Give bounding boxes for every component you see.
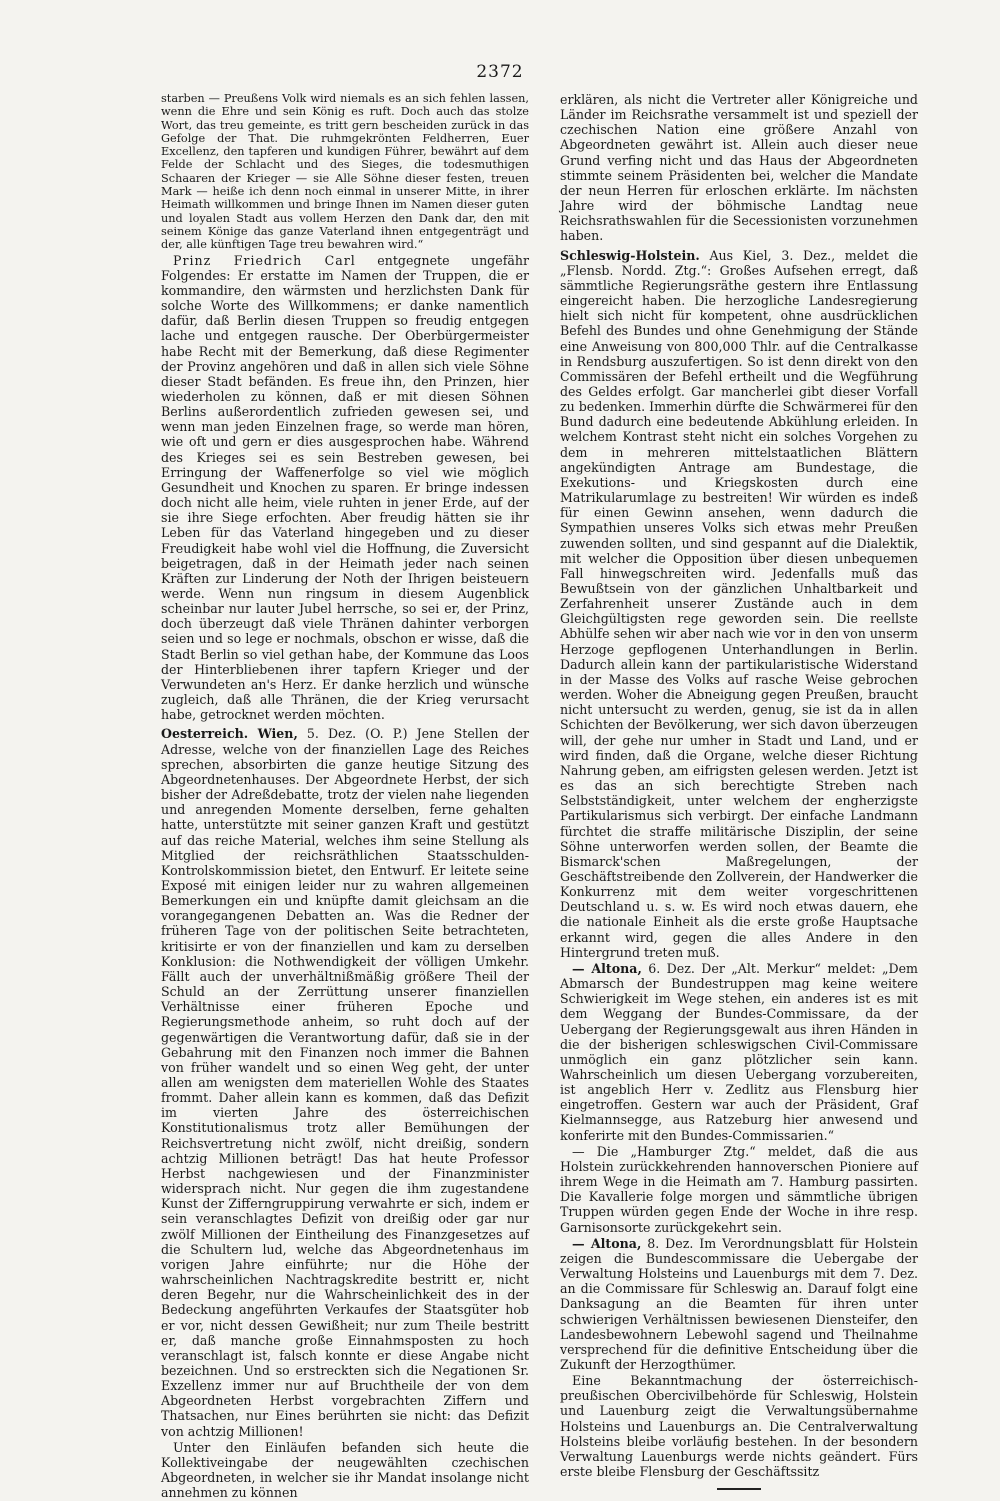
paragraph-lead: — Altona, bbox=[572, 1235, 642, 1251]
paragraph-text: 8. Dez. Im Verordnungsblatt für Holstein zeigen die Bundescommissare die Uebergabe der Verwaltung Holsteins und Lauenburgs mit dem 7. Dez. an die Commissare für Schleswig an. Darauf folgt eine Danksagung an die Beamten für ihren unter schwierigen Verhältnissen bewiesenen Diensteifer, den Landesbewohnern Lebewohl sagend und Theilnahme versprechend für die definitive Entscheidung über die Zukunft der Herzogthümer. bbox=[560, 1235, 919, 1372]
paragraph-einlaeufe bbox=[161, 1440, 529, 1501]
paragraph-text: starben — Preußens Volk wird niemals es an sich fehlen lassen, wenn die Ehre und sein König es ruft. Doch auch das stolze Wort, das treu gemeinte, es tritt gern bescheiden zurück in das Gefolge der That. Die ruhmgekrönten Feldherren, Euer Excellenz, den tapferen und kundigen Führer, bewährt auf dem Felde der Schlacht und des Sieges, die todesmuthigen Schaaren der Krieger — sie Alle Söhne dieser festen, treuen Mark — heiße ich denn noch einmal in unserer Mitte, in ihrer Heimath willkommen und bringe Ihnen im Namen dieser guten und loyalen Stadt aus vollem Herzen den Dank dar, den mit seinem Könige das ganze Vaterland ihnen entgegenträgt und der, alle künftigen Tage treu bewahren wird.“ bbox=[161, 92, 529, 252]
paragraph-bekanntmachung bbox=[560, 1373, 918, 1479]
paragraph-schleswig-holstein bbox=[560, 248, 918, 960]
paragraph-lead: Prinz Friedrich Carl bbox=[173, 252, 356, 268]
paragraph-continuation bbox=[560, 92, 918, 244]
paragraph-altona-6 bbox=[560, 961, 918, 1143]
right-column bbox=[560, 92, 918, 1490]
paragraph-lead: Schleswig-Holstein. bbox=[560, 247, 700, 263]
paragraph-text: Unter den Einläufen befanden sich heute die Kollektiveingabe der neugewählten czechischen Abgeordneten, in welcher sie ihr Mandat insolange nicht annehmen zu können bbox=[161, 1439, 529, 1501]
paragraph-text: entgegnete ungefähr Folgendes: Er erstatte im Namen der Truppen, die er kommandire, den wärmsten und herzlichsten Dank für solche Worte des Willkommens; er danke namentlich dafür, daß Berlin diesen Truppen so freudig entgegen lache und entgegen rausche. Der Oberbürgermeister habe Recht mit der Bemerkung, daß diese Regimenter der Provinz angehören und daß in allen sich viele Söhne dieser Stadt befänden. Es freue ihn, den Prinzen, hier wiederholen zu können, daß er mit diesen Söhnen Berlins außerordentlich zufrieden gewesen sei, und wenn man jeden Einzelnen frage, so werde man hören, wie oft und gern er dies ausgesprochen habe. Während des Krieges sei es sein Bestreben gewesen, bei Erringung der Waffenerfolge so viel wie möglich Gesundheit und Knochen zu sparen. Er bringe indessen doch nicht alle heim, viele ruhten in jener Erde, auf der sie ihre Siege erfochten. Aber freudig hätten sie ihr Leben für das Vaterland hingegeben und zu dieser Freudigkeit habe wohl viel die Hoffnung, die Zuversicht beigetragen, daß in der Heimath jeder nach seinen Kräften zur Linderung der Noth der Ihrigen beisteuern werde. Wenn nun ringsum in diesem Augenblick scheinbar nur lauter Jubel herrsche, so sei er, der Prinz, doch überzeugt daß viele Thränen dahinter verborgen seien und so lege er nochmals, obschon er wisse, daß die Stadt Berlin so viel gethan habe, der Kommune das Loos der Hinterbliebenen ihrer tapfern Krieger und der Verwundeten an's Herz. Er danke herzlich und wünsche zugleich, daß alle Thränen, die der Krieg verursacht habe, getrocknet werden möchten. bbox=[161, 252, 529, 723]
paragraph-oesterreich bbox=[161, 726, 529, 1438]
paragraph-lead: — Altona, bbox=[572, 960, 642, 976]
left-column bbox=[161, 92, 529, 1501]
paragraph-altona-8 bbox=[560, 1236, 918, 1372]
section-divider bbox=[717, 1488, 761, 1490]
paragraph-text: 6. Dez. Der „Alt. Merkur“ meldet: „Dem Abmarsch der Bundestruppen mag keine weitere Schwierigkeit im Wege stehen, ein anderes ist es mit dem Weggang der Bundes-Commissare, da der Uebergang der Regierungsgewalt aus ihren Händen in die der bisherigen schleswigschen Civil-Commissare unmöglich ein ganz plötzlicher sein kann. Wahrscheinlich um diesen Uebergang vorzubereiten, ist angeblich Herr v. Zedlitz aus Flensburg hier eingetroffen. Gestern war auch der Präsident, Graf Kielmannsegge, aus Ratzeburg hier anwesend und konferirte mit den Bundes-Commissarien.“ bbox=[560, 960, 918, 1143]
paragraph-text: Aus Kiel, 3. Dez., meldet die „Flensb. Nordd. Ztg.“: Großes Aufsehen erregt, daß sämmtliche Regierungsräthe gestern ihre Entlassung eingereicht haben. Die herzogliche Landesregierung hielt sich nicht für kompetent, ohne ausdrücklichen Befehl des Bundes und ohne Genehmigung der Stände eine Anweisung von 800,000 Thlr. auf die Centralkasse in Rendsburg auszufertigen. So ist denn direkt von den Commissären der Befehl ertheilt und die Wegführung des Geldes erfolgt. Gar mancherlei gibt dieser Vorfall zu bedenken. Immerhin dürfte die Schwärmerei für den Bund dadurch eine bedeutende Abkühlung erleiden. In welchem Kontrast steht nicht ein solches Vorgehen zu dem in mehreren mittelstaatlichen Blättern angekündigten Antrage am Bundestage, die Exekutions- und Kriegskosten durch eine Matrikularumlage zu bestreiten! Wir würden es indeß für einen Gewinn ansehen, wenn dadurch die Sympathien unseres Volks sich etwas mehr Preußen zuwenden sollten, und sind gespannt auf die Dialektik, mit welcher die Opposition über diesen unbequemen Fall hinwegschreiten wird. Jedenfalls muß das Bewußtsein von der gänzlichen Unhaltbarkeit und Zerfahrenheit unserer Zustände auch in dem Gleichgültigsten rege geworden sein. Die reellste Abhülfe sehen wir aber nach wie vor in den von unserm Herzoge gepflogenen Unterhandlungen in Berlin. Dadurch allein kann der partikularistische Widerstand in der Masse des Volks auf rasche Weise gebrochen werden. Woher die Abneigung gegen Preußen, braucht nicht untersucht zu werden, genug, sie ist da in allen Schichten der Bevölkerung, wer sich davon überzeugen will, der gehe nur umher in Stadt und Land, und er wird finden, daß die Organe, welche dieser Richtung Nahrung geben, am eifrigsten gelesen werden. Jetzt ist es das an sich berechtigte Streben nach Selbstständigkeit, unter welchem der engherzigste Partikularismus sich verbirgt. Der einfache Landmann fürchtet die straffe militärische Disziplin, der seine Söhne unterworfen werden sollen, der Beamte die Bismarck'schen Maßregelungen, der Geschäftstreibende den Zollverein, der Handwerker die Konkurrenz mit dem weiter vorgeschrittenen Deutschland u. s. w. Es wird noch etwas dauern, ehe die nationale Einheit als die erste große Hauptsache erkannt wird, gegen die alles Andere in den Hintergrund treten muß. bbox=[560, 247, 919, 960]
paragraph-text: Eine Bekanntmachung der österreichisch-preußischen Obercivilbehörde für Schleswig, Holstein und Lauenburg zeigt die Verwaltungsübernahme Holsteins und Lauenburgs an. Die Centralverwaltung Holsteins bleibe vorläufig bestehen. In der besondern Verwaltung Lauenburgs werde nichts geändert. Fürs erste bleibe Flensburg der Geschäftssitz bbox=[560, 1373, 918, 1480]
paragraph-text: 5. Dez. (O. P.) Jene Stellen der Adresse, welche von der finanziellen Lage des Reiches sprechen, absorbirten die ganze heutige Sitzung des Abgeordnetenhauses. Der Abgeordnete Herbst, der sich bisher der Adreßdebatte, trotz der vielen nahe liegenden und anregenden Momente derselben, ferne gehalten hatte, unterstützte mit seiner ganzen Kraft und gestützt auf das reiche Material, welches ihm seine Stellung als Mitglied der reichsräthlichen Staatsschulden-Kontrolskommission bietet, den Entwurf. Er leitete seine Exposé mit einigen leider nur zu wahren allgemeinen Bemerkungen ein und knüpfte damit gleichsam an die vorangegangenen Debatten an. Was die Redner der früheren Tage von der politischen Seite betrachteten, kritisirte er von der finanziellen und kam zu derselben Konklusion: die Nothwendigkeit der völligen Umkehr. Fällt auch der unverhältnißmäßig größere Theil der Schuld an der Zerrüttung unserer finanziellen Verhältnisse einer früheren Epoche und Regierungsmethode anheim, so ruht doch auf der gegenwärtigen die Verantwortung dafür, daß sie in der Gebahrung mit den Finanzen noch immer die Bahnen von früher wandelt und so einen Weg geht, der unter allen am wenigsten dem materiellen Wohle des Staates frommt. Daher allein kann es kommen, daß das Defizit im vierten Jahre des österreichischen Konstitutionalismus trotz aller Bemühungen der Reichsvertretung nicht zwölf, nicht dreißig, sondern achtzig Millionen beträgt! Das hat heute Professor Herbst nachgewiesen und der Finanzminister widersprach nicht. Nur gegen die ihm zugestandene Kunst der Zifferngruppirung verwahrte er sich, indem er sein veranschlagtes Defizit von dreißig oder gar nur zwölf Millionen der Eintheilung des Finanzgesetzes auf die Schultern lud, welche das Abgeordnetenhaus im vorigen Jahre einführte; nur die Höhe der wahrscheinlichen Nachtragskredite bestritt er, nicht deren Begehr, nur die Wahrscheinlichkeit des in der Bedeckung angeführten Verkaufes der Staatsgüter hob er vor, nicht dessen Gewißheit; nur zum Theile bestritt er, daß manche große Einnahmsposten zu hoch veranschlagt ist, falsch konnte er diese Angabe nicht bezeichnen. Und so erstreckten sich die Negationen Sr. Exzellenz immer nur auf Bruchtheile der von dem Abgeordneten Herbst vorgebrachten Ziffern und Thatsachen, nur Eines berührten sie nicht: das Defizit von achtzig Millionen! bbox=[161, 726, 529, 1439]
page-number: 2372 bbox=[476, 62, 524, 82]
paragraph-hamburger-ztg bbox=[560, 1144, 918, 1235]
paragraph-prinz-friedrich-carl bbox=[161, 253, 529, 723]
paragraph-text: erklären, als nicht die Vertreter aller Königreiche und Länder im Reichsrathe versammelt ist und speziell der czechischen Nation eine größere Anzahl von Abgeordneten gewährt ist. Allein auch dieser neue Grund verfing nicht und das Haus der Abgeordneten stimmte seinem Präsidenten bei, welcher die Mandate der neun Herren für erloschen erklärte. Im nächsten Jahre wird der böhmische Landtag neue Reichsrathswahlen für die Secessionisten vorzunehmen haben. bbox=[560, 92, 918, 244]
paragraph-speech-end bbox=[161, 92, 529, 252]
paragraph-text: — Die „Hamburger Ztg.“ meldet, daß die aus Holstein zurückkehrenden hannoverschen Pioniere auf ihrem Wege in die Heimath am 7. Hamburg passirten. Die Kavallerie folge morgen und sämmtliche übrigen Truppen würden gegen Ende der Woche in ihre resp. Garnisonsorte zurückgekehrt sein. bbox=[560, 1143, 918, 1235]
paragraph-lead: Oesterreich. Wien, bbox=[161, 726, 298, 742]
